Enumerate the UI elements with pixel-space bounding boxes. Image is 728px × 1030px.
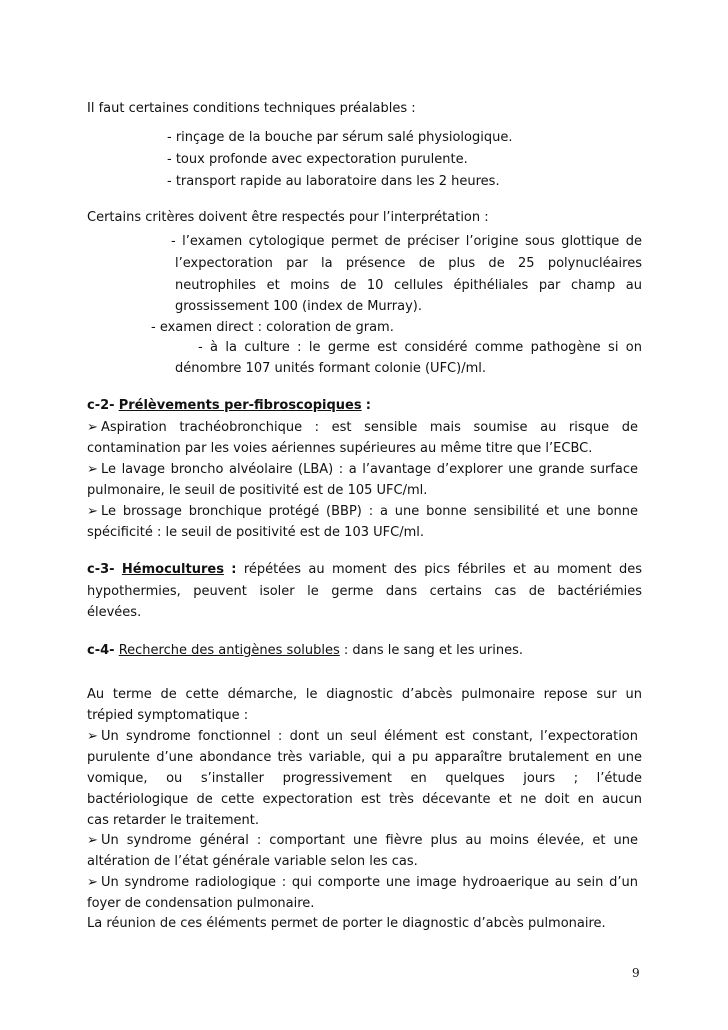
page-number: 9 — [632, 966, 640, 980]
text-line: - examen direct : coloration de gram. — [151, 320, 394, 335]
section-heading — [87, 396, 642, 416]
arrow-bullet-icon: ➢ — [87, 504, 98, 519]
bullet-item — [87, 460, 642, 480]
bullet-text: Un syndrome radiologique : qui comporte une image hydroaerique au sein d’un — [101, 875, 638, 890]
section-colon: : — [231, 562, 237, 577]
section-number: c-3- — [87, 562, 115, 577]
text-line: purulente d’une abondance très variable, qui a pu apparaître brutalement en une — [87, 750, 642, 765]
section-text: répétées au moment des pics fébriles et au moment des — [243, 562, 642, 577]
list-item: - rinçage de la bouche par sérum salé physiologique. — [167, 130, 513, 145]
section-heading — [87, 641, 642, 661]
text-line: hypothermies, peuvent isoler le germe dans certains cas de bactériémies — [87, 584, 642, 599]
bullet-item — [87, 873, 642, 893]
text-line: l’expectoration par la présence de plus de 25 polynucléaires — [175, 256, 642, 271]
list-item: - toux profonde avec expectoration purulente. — [167, 152, 468, 167]
section-text: : dans le sang et les urines. — [343, 643, 523, 658]
arrow-bullet-icon: ➢ — [87, 833, 98, 848]
text-line: pulmonaire, le seuil de positivité est de 105 UFC/ml. — [87, 483, 428, 498]
arrow-bullet-icon: ➢ — [87, 729, 98, 744]
text-line: dénombre 107 unités formant colonie (UFC)/ml. — [175, 361, 486, 376]
text-line: élevées. — [87, 605, 142, 620]
section-number: c-4- — [87, 643, 115, 658]
text-line: Il faut certaines conditions techniques préalables : — [87, 101, 416, 116]
text-line: Au terme de cette démarche, le diagnostic d’abcès pulmonaire repose sur un — [87, 687, 642, 702]
text-line: cas retarder le traitement. — [87, 813, 259, 828]
bullet-text: Aspiration trachéobronchique : est sensible mais soumise au risque de — [101, 420, 638, 435]
text-line: foyer de condensation pulmonaire. — [87, 896, 315, 911]
section-number: c-2- — [87, 398, 115, 413]
arrow-bullet-icon: ➢ — [87, 462, 98, 477]
text-line: trépied symptomatique : — [87, 708, 249, 723]
bullet-text: Le lavage broncho alvéolaire (LBA) : a l’avantage d’explorer une grande surface — [101, 462, 638, 477]
bullet-text: Un syndrome fonctionnel : dont un seul élément est constant, l’expectoration — [101, 729, 638, 744]
text-line: bactériologique de cette expectoration est très décevante et ne doit en aucun — [87, 792, 642, 807]
arrow-bullet-icon: ➢ — [87, 875, 98, 890]
text-line: neutrophiles et moins de 10 cellules épithéliales par champ au — [175, 278, 642, 293]
text-line: grossissement 100 (index de Murray). — [175, 299, 422, 314]
text-line: contamination par les voies aériennes supérieures au même titre que l’ECBC. — [87, 441, 593, 456]
text-line: La réunion de ces éléments permet de porter le diagnostic d’abcès pulmonaire. — [87, 916, 606, 931]
section-title: Recherche des antigènes solubles — [118, 643, 340, 658]
arrow-bullet-icon: ➢ — [87, 420, 98, 435]
text-line: Certains critères doivent être respectés pour l’interprétation : — [87, 210, 489, 225]
text-line: - à la culture : le germe est considéré comme pathogène si on — [198, 340, 642, 355]
bullet-text: Le brossage bronchique protégé (BBP) : a une bonne sensibilité et une bonne — [101, 504, 638, 519]
bullet-item — [87, 727, 642, 747]
bullet-item — [87, 831, 642, 851]
section-title: Prélèvements per-fibroscopiques — [118, 398, 362, 413]
list-item: - transport rapide au laboratoire dans les 2 heures. — [167, 174, 500, 189]
text-line: vomique, ou s’installer progressivement en quelques jours ; l’étude — [87, 771, 642, 786]
text-line: - l’examen cytologique permet de préciser l’origine sous glottique de — [171, 234, 642, 249]
bullet-item — [87, 418, 642, 438]
bullet-text: Un syndrome général : comportant une fièvre plus au moins élevée, et une — [101, 833, 638, 848]
bullet-item — [87, 502, 642, 522]
section-title: Hémocultures — [121, 562, 224, 577]
text-line: altération de l’état générale variable selon les cas. — [87, 854, 418, 869]
section-colon: : — [365, 398, 371, 413]
text-line: spécificité : le seuil de positivité est de 103 UFC/ml. — [87, 525, 424, 540]
section-heading — [87, 560, 642, 580]
